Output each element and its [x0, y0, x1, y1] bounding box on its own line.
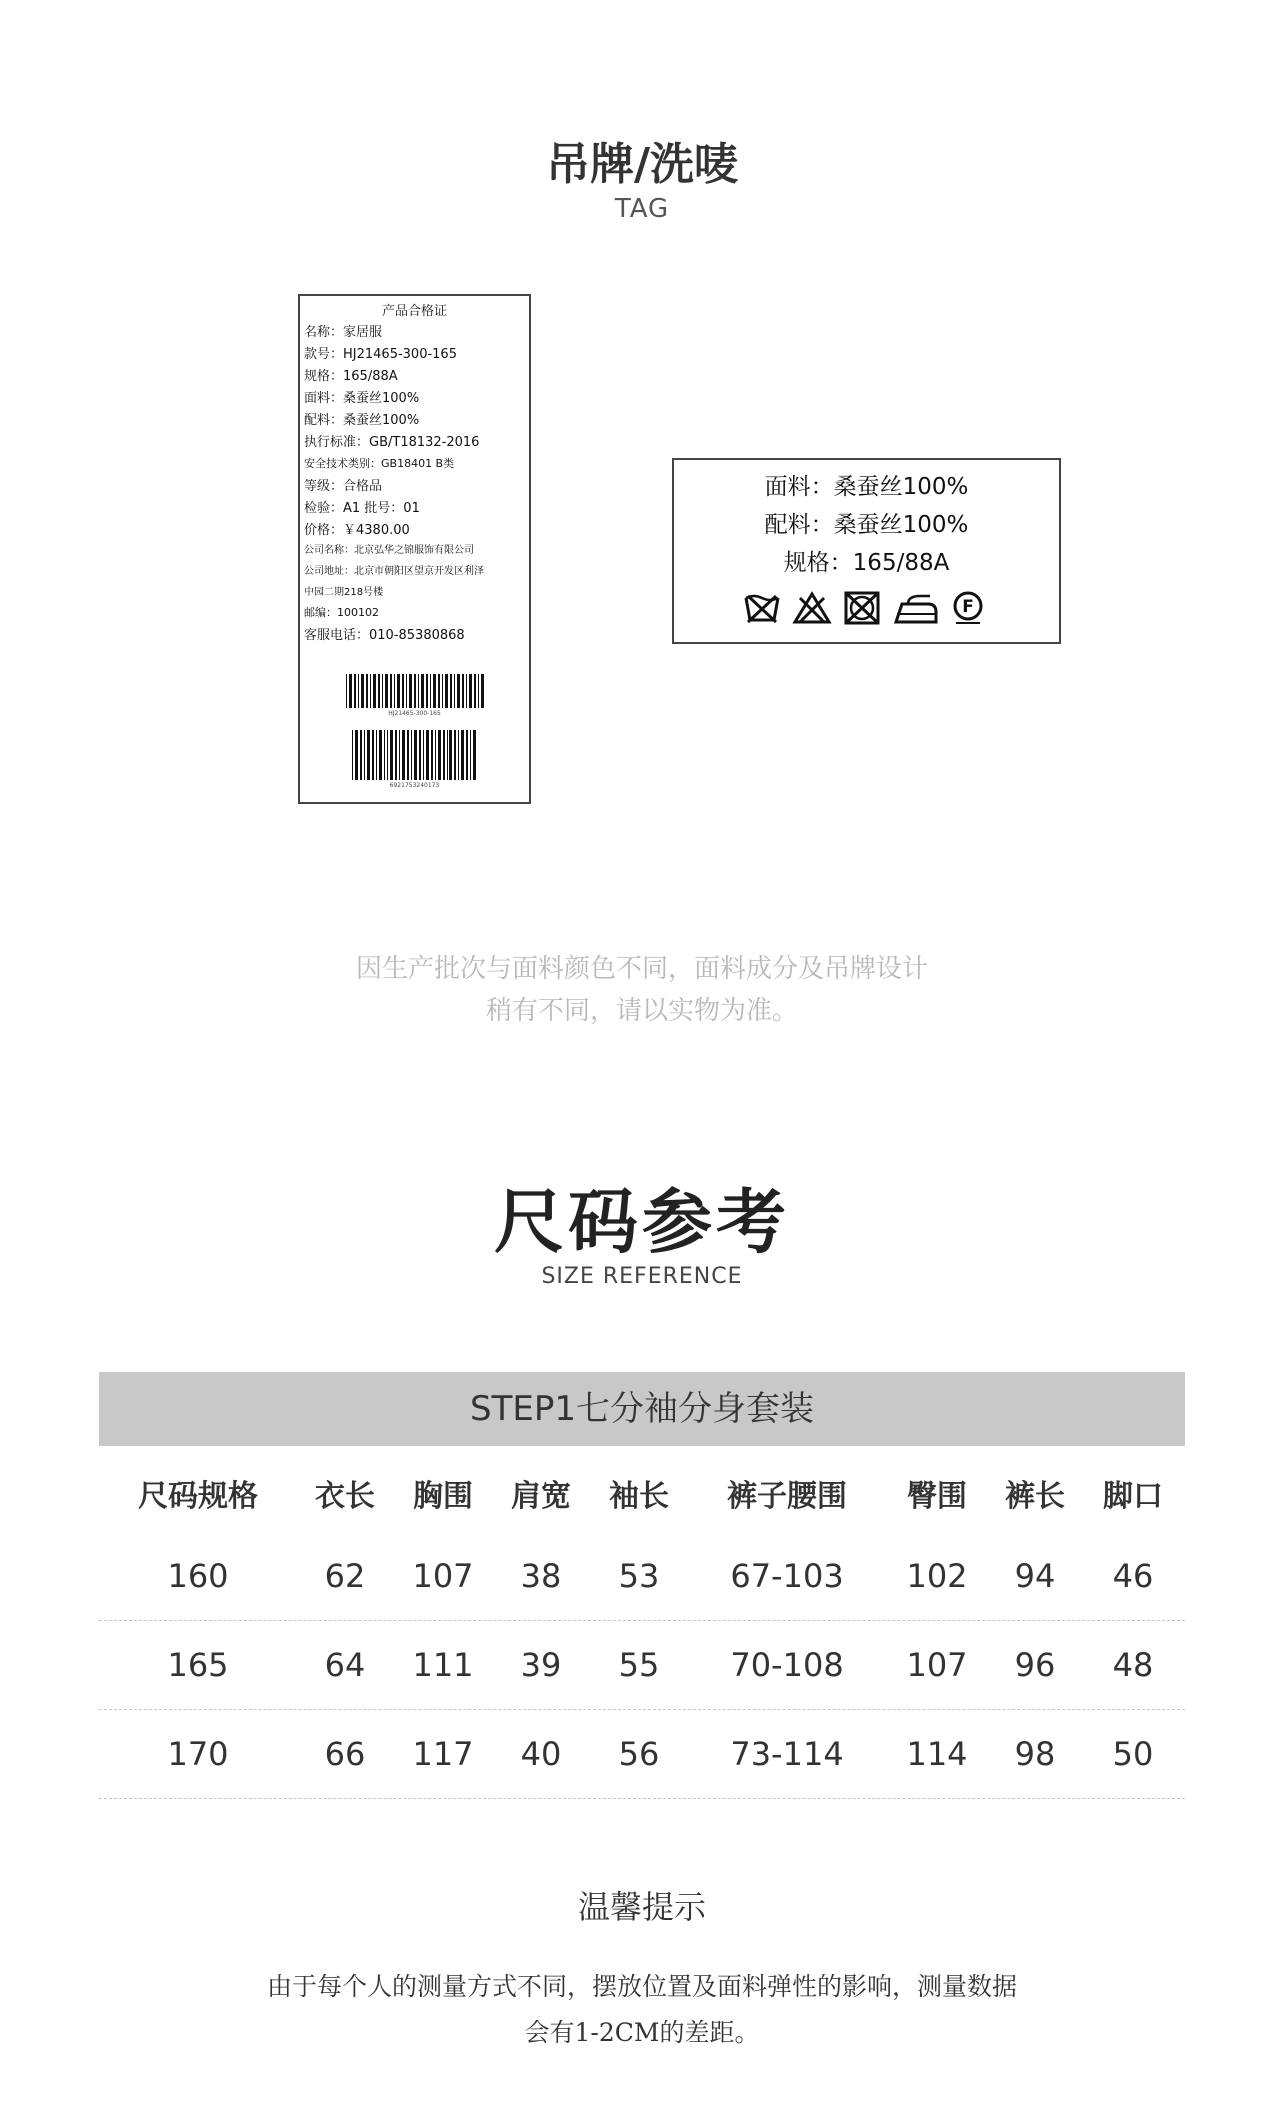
barcode-1: [346, 674, 486, 708]
care-icons: [742, 590, 986, 626]
step-label: STEP1七分袖分身套装: [470, 1389, 814, 1429]
iron-low-icon: [892, 590, 940, 626]
hang-tag-line: 执行标准：GB/T18132-2016: [304, 435, 480, 450]
table-cell: 94: [1014, 1557, 1056, 1595]
hang-tag-line: 规格：165/88A: [304, 369, 398, 384]
table-header-cell: 胸围: [413, 1479, 473, 1514]
hang-tag-line: 客服电话：010-85380868: [304, 628, 465, 643]
size-table: [99, 1462, 1185, 1799]
table-header-cell: 衣长: [315, 1479, 375, 1514]
wash-label: [672, 458, 1061, 644]
table-cell: 102: [906, 1557, 968, 1595]
hang-tag-line: 邮编：100102: [304, 606, 379, 619]
barcode-2: [352, 730, 478, 780]
table-cell: 56: [618, 1735, 660, 1773]
table-cell: 73-114: [730, 1735, 844, 1773]
size-section-subtitle: SIZE REFERENCE: [541, 1264, 743, 1289]
dry-clean-f-icon: [950, 590, 986, 626]
table-row: [99, 1621, 1185, 1710]
do-not-tumble-dry-icon: [842, 590, 882, 626]
table-cell: 114: [906, 1735, 968, 1773]
tip-title: 温馨提示: [577, 1888, 706, 1926]
table-cell: 67-103: [730, 1557, 844, 1595]
table-cell: 64: [324, 1646, 366, 1684]
table-header-cell: 裤子腰围: [727, 1479, 847, 1514]
tip-line-2: 会有1-2CM的差距。: [524, 2018, 760, 2047]
tag-section-title: 吊牌/洗唛: [545, 139, 739, 190]
table-cell: 38: [520, 1557, 562, 1595]
table-header-cell: 臀围: [907, 1479, 967, 1514]
table-header-row: [99, 1462, 1185, 1532]
table-cell: 70-108: [730, 1646, 844, 1684]
table-cell: 96: [1014, 1646, 1056, 1684]
table-header-cell: 肩宽: [511, 1479, 571, 1514]
notice-text: [0, 948, 1284, 1032]
hang-tag-line: 公司名称：北京弘华之锦服饰有限公司: [304, 545, 474, 556]
notice-line-2: 稍有不同，请以实物为准。: [485, 996, 798, 1026]
table-header-cell: 尺码规格: [138, 1479, 258, 1514]
hang-tag-line: 中园二期218号楼: [304, 587, 384, 598]
table-cell: 165: [167, 1646, 229, 1684]
wash-label-line: 配料：桑蚕丝100%: [764, 512, 969, 538]
hang-tag-line: 价格：￥4380.00: [304, 523, 410, 538]
table-header-cell: 裤长: [1005, 1479, 1065, 1514]
dry-clean-letter: F: [962, 597, 974, 617]
hang-tag-line: 面料：桑蚕丝100%: [304, 391, 420, 406]
table-cell: 40: [520, 1735, 562, 1773]
hang-tag-line: 等级：合格品: [304, 479, 383, 494]
table-cell: 111: [412, 1646, 474, 1684]
step-bar: [99, 1372, 1185, 1446]
table-cell: 39: [520, 1646, 562, 1684]
table-header-cell: 袖长: [609, 1479, 669, 1514]
table-cell: 50: [1112, 1735, 1154, 1773]
table-cell: 107: [412, 1557, 474, 1595]
notice-line-1: 因生产批次与面料颜色不同，面料成分及吊牌设计: [355, 954, 928, 984]
wash-label-line: 面料：桑蚕丝100%: [764, 474, 969, 500]
table-cell: 66: [324, 1735, 366, 1773]
hang-tag-line: 配料：桑蚕丝100%: [304, 413, 420, 428]
barcode-2-number: 6921753240173: [389, 782, 440, 789]
table-cell: 107: [906, 1646, 968, 1684]
hang-tag-line: 公司地址：北京市朝阳区望京开发区利泽: [304, 566, 484, 577]
hang-tag-title: 产品合格证: [381, 304, 447, 319]
tip-body: [0, 1964, 1284, 2056]
do-not-wash-icon: [742, 590, 782, 626]
barcode-1-number: HJ21465-300-165: [388, 710, 441, 717]
hang-tag-line: 检验：A1 批号：01: [304, 501, 420, 516]
hang-tag-line: 安全技术类别：GB18401 B类: [304, 457, 455, 470]
tip-line-1: 由于每个人的测量方式不同，摆放位置及面料弹性的影响，测量数据: [266, 1972, 1017, 2001]
wash-label-line: 规格：165/88A: [783, 550, 950, 576]
hang-tag-line: 名称：家居服: [304, 325, 383, 340]
table-cell: 117: [412, 1735, 474, 1773]
table-cell: 170: [167, 1735, 229, 1773]
table-cell: 46: [1112, 1557, 1154, 1595]
table-cell: 62: [324, 1557, 366, 1595]
hang-tag-line: 款号：HJ21465-300-165: [304, 347, 457, 362]
table-row: [99, 1532, 1185, 1621]
tag-section-subtitle: TAG: [614, 194, 670, 224]
table-cell: 160: [167, 1557, 229, 1595]
table-cell: 53: [618, 1557, 660, 1595]
table-row: [99, 1710, 1185, 1799]
table-cell: 55: [618, 1646, 660, 1684]
hang-tag: [298, 294, 531, 804]
table-header-cell: 脚口: [1103, 1479, 1163, 1514]
table-cell: 98: [1014, 1735, 1056, 1773]
size-section-title: 尺码参考: [494, 1181, 790, 1263]
table-cell: 48: [1112, 1646, 1154, 1684]
do-not-bleach-icon: [792, 590, 832, 626]
